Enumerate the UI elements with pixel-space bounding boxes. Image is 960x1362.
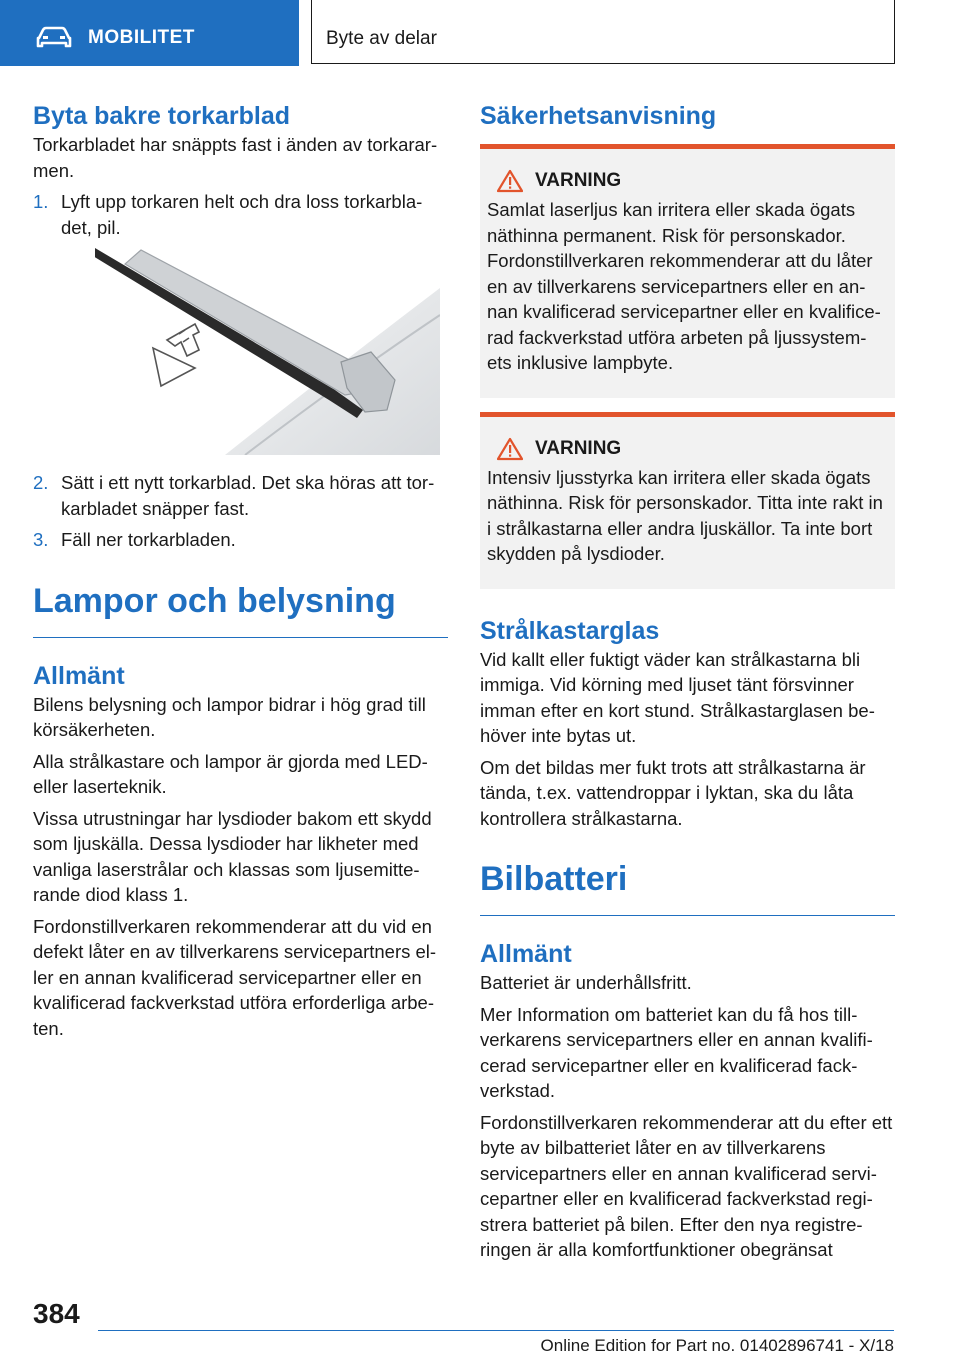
lighting-subhead: Allmänt [33, 661, 125, 690]
headlight-paragraph: Om det bildas mer fukt trots att strålkastarna är tända, t.ex. vattendroppar i lyktan, ska du låta kontrollera strålkastarna. [480, 756, 866, 829]
car-icon [36, 26, 72, 48]
step-text: Fäll ner torkarbladen. [61, 529, 236, 550]
step-number: 2. [33, 472, 49, 493]
step-number: 3. [33, 529, 49, 550]
lighting-chapter-title: Lampor och belysning [33, 579, 448, 638]
subsection-tab[interactable] [311, 0, 895, 64]
section-tab[interactable] [0, 0, 299, 66]
arrow-icon [153, 324, 199, 386]
lighting-paragraph: Fordonstillverkaren rekommenderar att du vid en defekt låter en av tillverkarens servicepartners el-ler en annan kvalificerad servicepartner eller en kvalificerad fackverkstad utföra erforderliga arbe-ten. [33, 915, 437, 1039]
headlight-glass-title: Strålkastarglas [480, 616, 660, 645]
battery-paragraph: Fordonstillverkaren rekommenderar att du efter ett byte av bilbatteriet låter en av tillverkarens servicepartners eller en annan kvalificerad servi-cepartner eller en kvalificerad fackverkstad regi-strera batteriet på bilen. Efter den nya registre-ringen är alla komfortfunktioner obegränsat [480, 1111, 893, 1260]
wiper-title: Byta bakre torkarblad [33, 102, 291, 130]
list-item [33, 189, 448, 240]
warning-text: Samlat laserljus kan irritera eller skada ögats näthinna permanent. Risk för personskador. Fordonstillverkaren rekommenderar att du låter en av tillverkarens servicepartners eller en an-nan kvalificerad servicepartner eller en kvalifice-rad fackverkstad utföra arbeten på ljussystem-ets inklusive lampbyte. [487, 199, 881, 373]
lighting-paragraph: Bilens belysning och lampor bidrar i hög grad till körsäkerheten. [33, 693, 426, 740]
wiper-steps [33, 189, 448, 240]
page-number: 384 [33, 1298, 80, 1329]
section-label: MOBILITET [88, 27, 195, 48]
list-item [33, 527, 448, 553]
left-column [33, 100, 448, 1041]
battery-chapter-title: Bilbatteri [480, 857, 895, 916]
subsection-label: Byte av delar [326, 28, 437, 49]
right-column [480, 100, 895, 1263]
battery-paragraph: Mer Information om batteriet kan du få hos till-verkarens servicepartners eller en annan kvalifi-cerad servicepartner eller en kvalificerad fack-verkstad. [480, 1003, 873, 1101]
warning-triangle-icon [497, 437, 523, 461]
lighting-paragraph: Vissa utrustningar har lysdioder bakom ett skydd som ljuskälla. Dessa lysdioder har likheter med vanliga laserstrålar och klassas som ljusemitte-rande diod klass 1. [33, 807, 432, 905]
lighting-paragraph: Alla strålkastare och lampor är gjorda med LED- eller laserteknik. [33, 750, 428, 797]
headlight-paragraph: Vid kallt eller fuktigt väder kan strålkastarna bli immiga. Vid körning med ljuset tänt försvinner imman efter en kort stund. Strålkastarglasen be-höver inte bytas ut. [480, 648, 875, 746]
wiper-intro: Torkarbladet har snäppts fast i änden av torkarar-men. [33, 134, 438, 181]
list-item [33, 470, 448, 521]
warning-label: VARNING [535, 437, 622, 459]
wiper-steps-cont [33, 470, 448, 553]
battery-paragraph: Batteriet är underhållsfritt. [480, 972, 692, 993]
safety-title: Säkerhetsanvisning [480, 102, 717, 130]
warning-box [480, 144, 895, 398]
footer-divider [98, 1330, 894, 1331]
warning-box [480, 412, 895, 589]
battery-subhead: Allmänt [480, 940, 572, 968]
warning-text: Intensiv ljusstyrka kan irritera eller skada ögats näthinna. Risk för personskador. Titta inte rakt in i strålkastarna eller andra ljuskällor. Ta inte bort skydden på lysdioder. [487, 466, 883, 564]
warning-label: VARNING [535, 170, 622, 191]
step-number: 1. [33, 191, 49, 212]
warning-triangle-icon [497, 169, 523, 193]
edition-note: Online Edition for Part no. 01402896741 - X/18 [540, 1336, 894, 1355]
wiper-illustration [95, 240, 440, 455]
step-text: Sätt i ett nytt torkarblad. Det ska höras att tor-karbladet snäpper fast. [61, 472, 435, 519]
step-text: Lyft upp torkaren helt och dra loss torkarbla-det, pil. [61, 191, 423, 238]
